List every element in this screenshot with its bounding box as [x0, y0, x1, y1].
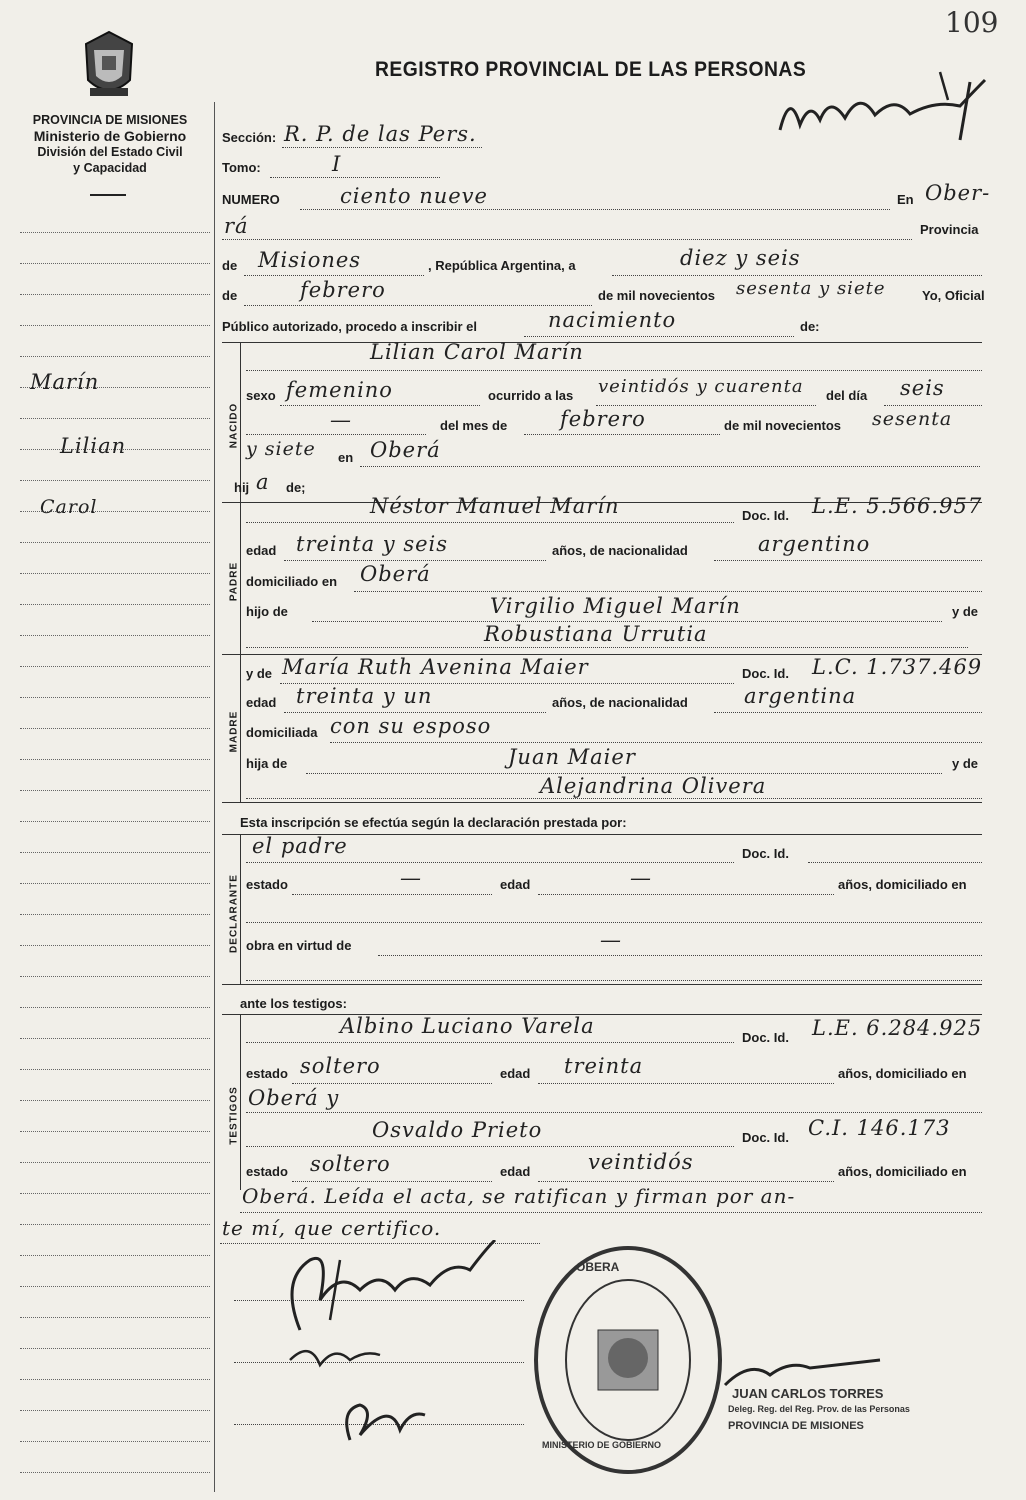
field-mes: febrero: [300, 278, 386, 302]
dotted-line: [330, 742, 982, 743]
label-de-mil: de mil novecientos: [598, 288, 716, 303]
dotted-line: [292, 894, 492, 895]
label-hijo-de: hijo de: [246, 604, 288, 619]
field-padre-doc: L.E. 5.566.957: [812, 494, 983, 518]
margin-ruled-line: [20, 232, 210, 233]
field-dia: diez y seis: [680, 246, 801, 270]
stamp-ministry: MINISTERIO DE GOBIERNO: [542, 1440, 662, 1450]
label-anos-dom-testigo2: años, domiciliado en: [838, 1164, 967, 1179]
dotted-line: [246, 1112, 982, 1113]
label-republica: , República Argentina, a: [428, 258, 576, 273]
field-madre-edad: treinta y un: [296, 684, 433, 708]
label-testigos: ante los testigos:: [240, 996, 347, 1011]
margin-ruled-line: [20, 604, 210, 605]
margin-ruled-line: [20, 914, 210, 915]
label-doc-declarante: Doc. Id.: [742, 846, 789, 861]
dotted-line: [240, 1212, 982, 1213]
page-title: REGISTRO PROVINCIAL DE LAS PERSONAS: [375, 58, 807, 81]
label-edad-testigo2: edad: [500, 1164, 531, 1179]
section-divider: [222, 342, 982, 343]
field-declarante: el padre: [252, 834, 348, 858]
label-tomo: Tomo:: [222, 160, 261, 175]
margin-ruled-line: [20, 852, 210, 853]
field-mes-nacimiento: febrero: [560, 407, 646, 431]
dotted-line: [714, 560, 982, 561]
dotted-line: [538, 894, 834, 895]
margin-ruled-line: [20, 1379, 210, 1380]
dotted-line: [246, 862, 734, 863]
margin-ruled-line: [20, 1007, 210, 1008]
margin-province: PROVINCIA DE MISIONES: [32, 113, 188, 127]
margin-ruled-line: [20, 356, 210, 357]
label-del-mes: del mes de: [440, 418, 508, 433]
margin-ruled-line: [20, 1472, 210, 1473]
label-hij: hij: [234, 480, 250, 495]
witness2-signature: [330, 1390, 450, 1450]
label-declaracion: Esta inscripción se efectúa según la declaración prestada por:: [240, 815, 627, 830]
label-doc-madre: Doc. Id.: [742, 666, 789, 681]
label-de-mil-nac: de mil novecientos: [724, 418, 842, 433]
section-label-madre: MADRE: [228, 710, 240, 753]
field-anio-nacimiento: sesenta: [872, 408, 953, 430]
label-yo-oficial: Yo, Oficial: [922, 288, 985, 303]
label-edad-testigo1: edad: [500, 1066, 531, 1081]
margin-ruled-line: [20, 1255, 210, 1256]
label-y-de-padre: y de: [952, 604, 979, 619]
label-hija-de: hija de: [246, 756, 288, 771]
label-y-de-madre: y de: [246, 666, 273, 681]
dotted-line: [282, 147, 482, 148]
margin-ruled-line: [20, 1286, 210, 1287]
field-abuelo-materno: Juan Maier: [508, 745, 636, 769]
section-label-testigos: TESTIGOS: [228, 1086, 240, 1145]
margin-capacity: y Capacidad: [73, 161, 147, 175]
label-domiciliada: domiciliada: [246, 725, 318, 740]
dotted-line: [222, 239, 912, 240]
label-de: de: [222, 258, 238, 273]
field-madre-nombre: María Ruth Avenina Maier: [282, 655, 589, 679]
field-madre-domicilio: con su esposo: [330, 714, 492, 738]
margin-ministry: Ministerio de Gobierno: [33, 128, 187, 144]
label-seccion: Sección:: [222, 130, 277, 145]
label-estado-declarante: estado: [246, 877, 288, 892]
field-abuelo-paterno: Virgilio Miguel Marín: [490, 594, 741, 618]
dotted-line: [884, 405, 982, 406]
page-number: 109: [945, 6, 999, 39]
margin-ruled-line: [20, 883, 210, 884]
margin-ruled-line: [20, 263, 210, 264]
dotted-line: [246, 980, 982, 981]
label-estado-testigo1: estado: [246, 1066, 288, 1081]
official-header-signature: [770, 70, 1000, 160]
margin-division: División del Estado Civil: [37, 145, 183, 159]
label-doc-testigo1: Doc. Id.: [742, 1030, 789, 1045]
field-sexo: femenino: [286, 378, 393, 402]
margin-ruled-line: [20, 1162, 210, 1163]
field-lugar-nacimiento: Oberá: [370, 438, 441, 462]
margin-ruled-line: [20, 542, 210, 543]
field-padre-domicilio: Oberá: [360, 562, 431, 586]
dotted-line: [714, 712, 982, 713]
dotted-line: [246, 1146, 734, 1147]
official-name: JUAN CARLOS TORRES: [732, 1386, 884, 1401]
dotted-line: [538, 1181, 834, 1182]
margin-ruled-line: [20, 1069, 210, 1070]
dotted-line: [538, 1083, 834, 1084]
dotted-line: [524, 434, 720, 435]
field-testigo2-doc: C.I. 146.173: [808, 1116, 951, 1140]
margin-ruled-line: [20, 1317, 210, 1318]
field-tomo: I: [332, 152, 342, 176]
margin-ruled-line: [20, 697, 210, 698]
label-de-colon: de:: [800, 319, 820, 334]
dotted-line: [270, 177, 440, 178]
field-hora: veintidós y cuarenta: [598, 376, 804, 397]
dotted-line: [354, 591, 982, 592]
field-testigo2-nombre: Osvaldo Prieto: [372, 1118, 543, 1142]
margin-ruled-line: [20, 666, 210, 667]
field-provincia: Misiones: [258, 248, 362, 272]
label-anos-dom-declarante: años, domiciliado en: [838, 877, 967, 892]
section-bar-nacido: [240, 342, 241, 502]
margin-ruled-line: [20, 480, 210, 481]
margin-ruled-line: [20, 821, 210, 822]
field-madre-nacionalidad: argentina: [744, 684, 857, 708]
declarant-signature: [270, 1240, 530, 1340]
field-anio: sesenta y siete: [736, 278, 886, 299]
dotted-line: [246, 1042, 734, 1043]
section-label-declarante: DECLARANTE: [228, 874, 240, 953]
dotted-line: [378, 955, 982, 956]
section-divider: [222, 984, 982, 985]
section-label-nacido: NACIDO: [228, 402, 240, 449]
label-en: En: [897, 192, 914, 207]
section-bar-padre: [240, 502, 241, 654]
section-bar-testigos: [240, 1014, 241, 1190]
official-province: PROVINCIA DE MISIONES: [728, 1420, 864, 1432]
field-seccion: R. P. de las Pers.: [284, 122, 477, 146]
dotted-line: [244, 305, 592, 306]
field-obra: —: [600, 928, 622, 952]
dotted-line: [246, 647, 968, 648]
label-nacionalidad-madre: años, de nacionalidad: [552, 695, 688, 710]
dotted-line: [284, 712, 546, 713]
field-testigo2-estado: soltero: [310, 1152, 391, 1176]
dotted-line: [244, 275, 424, 276]
label-ocurrido: ocurrido a las: [488, 388, 574, 403]
field-testigo1-doc: L.E. 6.284.925: [812, 1016, 983, 1040]
field-numero: ciento nueve: [340, 184, 488, 208]
field-dash: —: [330, 408, 352, 432]
label-edad-madre: edad: [246, 695, 277, 710]
margin-ruled-line: [20, 1131, 210, 1132]
dotted-line: [612, 275, 982, 276]
margin-ruled-line: [20, 1441, 210, 1442]
field-anio-nacimiento-2: y siete: [246, 438, 316, 460]
stamp-city: OBERA: [576, 1260, 620, 1274]
label-doc-testigo2: Doc. Id.: [742, 1130, 789, 1145]
margin-ruled-line: [20, 1224, 210, 1225]
margin-ruled-line: [20, 759, 210, 760]
dotted-line: [292, 1083, 492, 1084]
margin-second-name: Carol: [40, 496, 98, 518]
dotted-line: [360, 466, 980, 467]
label-y-de-madre-2: y de: [952, 756, 979, 771]
label-en-lugar: en: [338, 450, 354, 465]
section-bar-madre: [240, 654, 241, 802]
margin-ruled-line: [20, 1410, 210, 1411]
margin-ruled-line: [20, 1100, 210, 1101]
field-en-continued: rá: [224, 214, 249, 238]
margin-separator-line: [214, 102, 215, 1492]
margin-ruled-line: [20, 790, 210, 791]
field-dia-nacimiento: seis: [900, 376, 945, 400]
field-abuela-paterna: Robustiana Urrutia: [484, 622, 708, 646]
margin-divider: [90, 194, 126, 196]
label-estado-testigo2: estado: [246, 1164, 288, 1179]
label-publico: Público autorizado, procedo a inscribir el: [222, 319, 477, 334]
margin-header: [10, 112, 210, 176]
label-edad-declarante: edad: [500, 877, 531, 892]
field-padre-nombre: Néstor Manuel Marín: [370, 494, 620, 518]
field-padre-edad: treinta y seis: [296, 532, 449, 556]
label-obra-en-virtud: obra en virtud de: [246, 938, 352, 953]
field-abuela-materna: Alejandrina Olivera: [540, 774, 767, 798]
field-cierre-linea1: Oberá. Leída el acta, se ratifican y firman por an-: [242, 1184, 796, 1208]
margin-ruled-line: [20, 1348, 210, 1349]
dotted-line: [808, 862, 982, 863]
provincial-coat-of-arms-emblem: [80, 30, 138, 102]
margin-ruled-line: [20, 728, 210, 729]
label-numero: NUMERO: [222, 192, 280, 207]
label-edad-padre: edad: [246, 543, 277, 558]
dotted-line: [280, 405, 480, 406]
label-del-dia: del día: [826, 388, 868, 403]
label-doc-padre: Doc. Id.: [742, 508, 789, 523]
field-testigo1-nombre: Albino Luciano Varela: [340, 1014, 595, 1038]
dotted-line: [596, 405, 816, 406]
section-divider: [222, 802, 982, 803]
margin-ruled-line: [20, 573, 210, 574]
margin-ruled-line: [20, 418, 210, 419]
field-madre-doc: L.C. 1.737.469: [812, 655, 983, 679]
field-testigo1-estado: soltero: [300, 1054, 381, 1078]
field-en: Ober-: [925, 181, 991, 205]
label-domiciliado-padre: domiciliado en: [246, 574, 338, 589]
dotted-line: [246, 434, 426, 435]
field-cierre-linea2: te mí, que certifico.: [222, 1216, 442, 1240]
field-nombre-nacido: Lilian Carol Marín: [370, 340, 584, 364]
dotted-line: [246, 370, 982, 371]
official-role: Deleg. Reg. del Reg. Prov. de las Personas: [728, 1404, 910, 1414]
section-label-padre: PADRE: [228, 561, 240, 602]
witness1-signature: [280, 1330, 400, 1380]
label-sexo: sexo: [246, 388, 276, 403]
label-de-mes: de: [222, 288, 238, 303]
field-padre-nacionalidad: argentino: [758, 532, 871, 556]
label-anos-dom-testigo1: años, domiciliado en: [838, 1066, 967, 1081]
field-testigo2-edad: veintidós: [588, 1150, 694, 1174]
margin-ruled-line: [20, 1038, 210, 1039]
field-declarante-edad: —: [630, 866, 652, 890]
margin-first-name: Lilian: [60, 434, 127, 458]
margin-ruled-line: [20, 945, 210, 946]
label-nacionalidad-padre: años, de nacionalidad: [552, 543, 688, 558]
dotted-line: [292, 1181, 492, 1182]
label-provincia: Provincia: [920, 222, 979, 237]
dotted-line: [300, 209, 890, 210]
dotted-line: [284, 560, 546, 561]
field-acto: nacimiento: [548, 308, 677, 332]
margin-surname: Marín: [30, 370, 100, 394]
field-hij: a: [256, 470, 270, 494]
section-bar-declarante: [240, 834, 241, 984]
margin-ruled-line: [20, 325, 210, 326]
label-de-padres: de;: [286, 480, 306, 495]
field-declarante-estado: —: [400, 866, 422, 890]
margin-ruled-line: [20, 1193, 210, 1194]
dotted-line: [246, 522, 734, 523]
margin-ruled-line: [20, 976, 210, 977]
margin-ruled-line: [20, 635, 210, 636]
field-testigo1-domicilio: Oberá y: [248, 1086, 340, 1110]
dotted-line: [246, 798, 982, 799]
field-testigo1-edad: treinta: [564, 1054, 644, 1078]
section-divider: [222, 1014, 982, 1015]
dotted-line: [246, 922, 982, 923]
margin-ruled-line: [20, 294, 210, 295]
dotted-line: [524, 336, 794, 337]
